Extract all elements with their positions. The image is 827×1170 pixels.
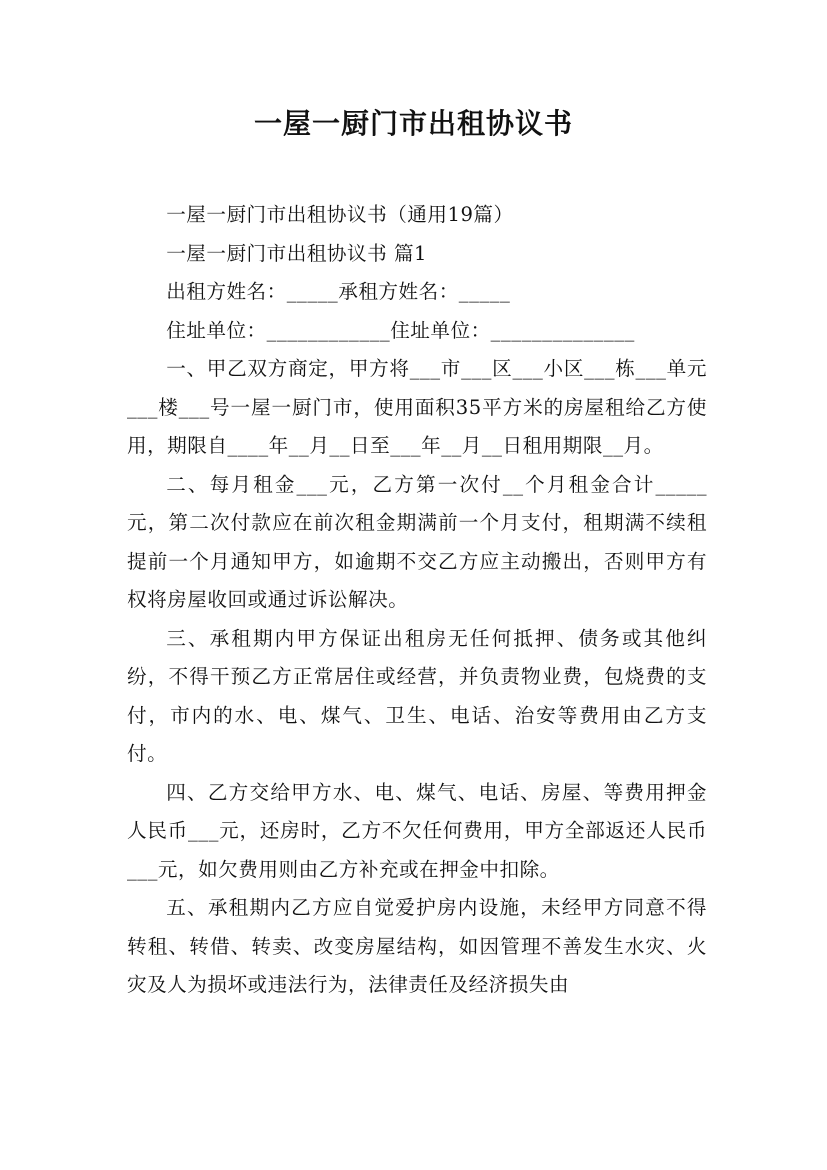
paragraph-party-addresses: 住址单位：____________住址单位：______________	[166, 318, 635, 342]
paragraph-clause-3: 三、承租期内甲方保证出租房无任何抵押、债务或其他纠纷，不得干预乙方正常居住或经营，并负责物业费，包烧费的支付，市内的水、电、煤气、卫生、电话、治安等费用由乙方支付。	[127, 626, 707, 765]
paragraph-clause-1: 一、甲乙双方商定，甲方将___市___区___小区___栋___单元___楼___号一屋一厨门市，使用面积35平方米的房屋租给乙方使用，期限自____年__月__日至___年__月__日租用期限__月。	[127, 357, 707, 457]
document-body	[127, 196, 707, 1005]
paragraph-clause-2: 二、每月租金___元，乙方第一次付__个月租金合计_____元，第二次付款应在前次租金期满前一个月支付，租期满不续租提前一个月通知甲方，如逾期不交乙方应主动搬出，否则甲方有权将房屋收回或通过诉讼解决。	[127, 472, 707, 611]
paragraph-chapter-heading: 一屋一厨门市出租协议书 篇1	[166, 241, 428, 265]
paragraph-clause-5: 五、承租期内乙方应自觉爱护房内设施，未经甲方同意不得转租、转借、转卖、改变房屋结构，如因管理不善发生水灾、火灾及人为损坏或违法行为，法律责任及经济损失由	[127, 896, 707, 996]
paragraph-subtitle: 一屋一厨门市出租协议书（通用19篇）	[166, 203, 514, 226]
paragraph-party-names: 出租方姓名：_____承租方姓名：_____	[166, 280, 511, 303]
document-title: 一屋一厨门市出租协议书	[253, 107, 573, 140]
paragraph-clause-4: 四、乙方交给甲方水、电、煤气、电话、房屋、等费用押金人民币___元，还房时，乙方不欠任何费用，甲方全部返还人民币___元，如欠费用则由乙方补充或在押金中扣除。	[127, 780, 707, 881]
